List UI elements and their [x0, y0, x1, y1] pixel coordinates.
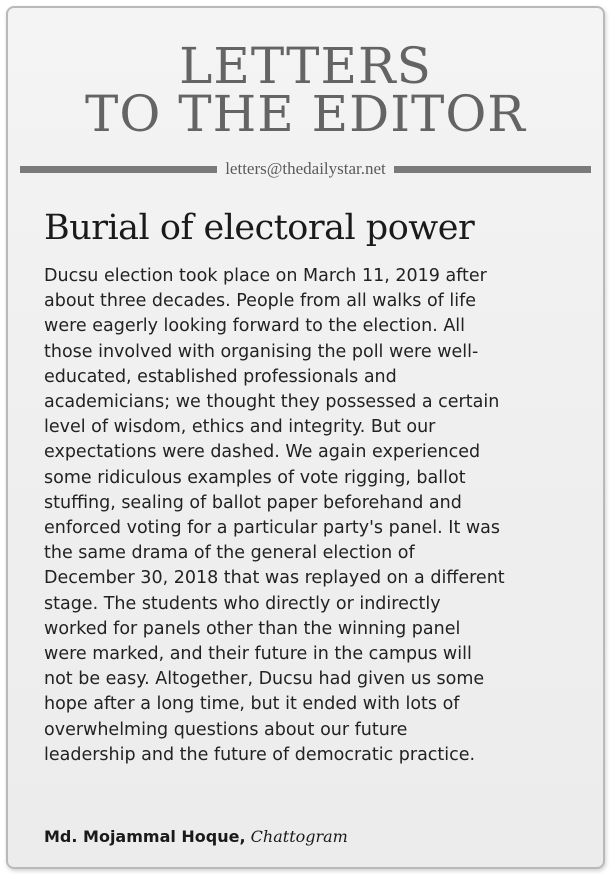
body-line: worked for panels other than the winning panel	[44, 618, 461, 639]
body-line: were eagerly looking forward to the election. All	[44, 316, 466, 337]
body-line: enforced voting for a particular party's panel. It was	[44, 518, 501, 539]
divider-right	[394, 166, 591, 173]
section-title-line-2: TO THE EDITOR	[85, 85, 526, 143]
body-line: Ducsu election took place on March 11, 2019 after	[44, 266, 487, 286]
body-line: the same drama of the general election of	[44, 543, 415, 564]
email-row	[20, 158, 591, 180]
section-title-line-1: LETTERS	[179, 37, 432, 95]
letter-signature	[44, 826, 348, 848]
body-line: about three decades. People from all walks of life	[44, 291, 477, 312]
letter-headline: Burial of electoral power	[44, 208, 475, 248]
body-line: educated, established professionals and	[44, 366, 397, 387]
letter-body	[44, 264, 604, 768]
body-line: not be easy. Altogether, Ducsu had given us some	[44, 669, 485, 690]
body-line: academicians; we thought they possessed a certain	[44, 392, 500, 413]
author-city: Chattogram	[250, 827, 348, 846]
body-line: leadership and the future of democratic practice.	[44, 744, 476, 765]
body-line: hope after a long time, but it ended with lots of	[44, 694, 460, 715]
body-line: some ridiculous examples of vote rigging, ballot	[44, 467, 466, 488]
body-line: December 30, 2018 that was replayed on a different	[44, 568, 505, 589]
divider-left	[20, 166, 217, 173]
author-name: Md. Mojammal Hoque,	[44, 827, 246, 846]
editor-email: letters@thedailystar.net	[225, 159, 386, 178]
body-line: overwhelming questions about our future	[44, 719, 408, 740]
body-line: were marked, and their future in the campus will	[44, 644, 472, 665]
body-line: stuffing, sealing of ballot paper beforehand and	[44, 492, 462, 513]
body-line: expectations were dashed. We again experienced	[44, 442, 481, 463]
section-title	[8, 37, 603, 143]
body-line: stage. The students who directly or indirectly	[44, 593, 441, 614]
body-line: those involved with organising the poll were well-	[44, 341, 479, 362]
letters-panel	[6, 6, 605, 869]
body-line: level of wisdom, ethics and integrity. But our	[44, 417, 436, 438]
